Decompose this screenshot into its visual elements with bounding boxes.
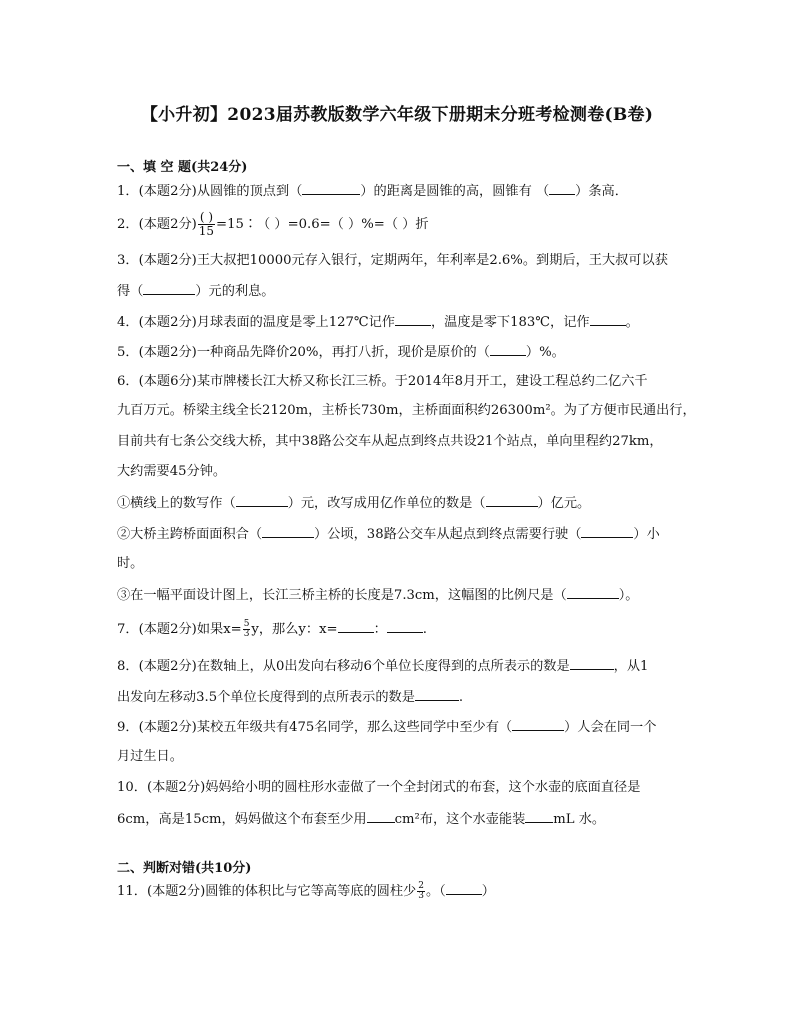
answer-blank[interactable] (262, 525, 314, 538)
answer-blank[interactable] (549, 182, 575, 195)
answer-blank[interactable] (302, 182, 360, 195)
question-2: 2．(本题2分) $\frac{( )}{15}$ =15∶（ ）=0.6=（ ）%=（ ）折 (117, 210, 429, 238)
answer-blank[interactable] (415, 688, 459, 701)
question-9-line-1: 9．(本题2分)某校五年级共有475名同学，那么这些同学中至少有（ ）人会在同一个 (117, 720, 657, 735)
answer-blank[interactable] (338, 620, 374, 633)
exam-title: 【小升初】2023届苏教版数学六年级下册期末分班考检测卷(B卷) (140, 105, 654, 125)
question-10-line-2: 6cm，高是15cm，妈妈做这个布套至少用 cm²布，这个水壶能装 mL 水。 (117, 812, 606, 827)
question-3-line-2: 得（ ）元的利息。 (117, 284, 275, 299)
question-3-line-1: 3．(本题2分)王大叔把10000元存入银行，定期两年，年利率是2.6%。到期后，王大叔可以获 (117, 253, 668, 268)
question-6-line-2: 九百万元。桥梁主线全长2120m，主桥长730m，主桥面面积约26300m²。为了方便市民通出行， (117, 403, 696, 418)
answer-blank[interactable] (512, 718, 564, 731)
question-11: 11．(本题2分)圆锥的体积比与它等高等底的圆柱少 $\frac{2}{3}$ 。（ ） (117, 881, 495, 901)
answer-blank[interactable] (387, 620, 423, 633)
fraction: $\frac{5}{3}$ (243, 619, 250, 639)
question-9-line-2: 月过生日。 (117, 749, 183, 764)
question-4: 4．(本题2分)月球表面的温度是零上127℃记作 ，温度是零下183℃，记作 。 (117, 315, 639, 330)
question-8-line-1: 8．(本题2分)在数轴上，从0出发向右移动6个单位长度得到的点所表示的数是 ，从1 (117, 659, 649, 674)
question-5: 5．(本题2分)一种商品先降价20%，再打八折，现价是原价的（ ）%。 (117, 345, 565, 360)
question-6-sub-2: ②大桥主跨桥面面积合（ ）公顷，38路公交车从起点到终点需要行驶（ ）小 (117, 527, 660, 542)
answer-blank[interactable] (570, 657, 614, 670)
question-6-sub-3: ③在一幅平面设计图上，长江三桥主桥的长度是7.3cm，这幅图的比例尺是（ ）。 (117, 588, 639, 603)
question-7: 7．(本题2分)如果x= $\frac{5}{3}$ y，那么y：x= ： . (117, 619, 427, 639)
question-10-line-1: 10．(本题2分)妈妈给小明的圆柱形水壶做了一个全封闭式的布套，这个水壶的底面直径是 (117, 780, 641, 795)
answer-blank[interactable] (590, 313, 626, 326)
question-6-line-3: 目前共有七条公交线大桥，其中38路公交车从起点到终点共设21个站点，单向里程约27km， (117, 434, 663, 449)
question-1: 1．(本题2分)从圆锥的顶点到（ ）的距离是圆锥的高，圆锥有 （ ）条高． (117, 184, 628, 199)
answer-blank[interactable] (525, 810, 553, 823)
section-1-heading: 一、填 空 题(共24分) (117, 160, 248, 175)
answer-blank[interactable] (395, 313, 431, 326)
answer-blank[interactable] (367, 810, 395, 823)
question-6-sub-2-cont: 时。 (117, 556, 144, 571)
answer-blank[interactable] (446, 882, 482, 895)
answer-blank[interactable] (490, 343, 526, 356)
fraction: $\frac{( )}{15}$ (198, 210, 215, 238)
answer-blank[interactable] (236, 494, 288, 507)
answer-blank[interactable] (486, 494, 538, 507)
question-6-sub-1: ①横线上的数写作（ ）元，改写成用亿作单位的数是（ ）亿元。 (117, 496, 591, 511)
fraction: $\frac{2}{3}$ (418, 881, 424, 901)
answer-blank[interactable] (143, 282, 195, 295)
section-2-heading: 二、判断对错(共10分) (117, 861, 252, 876)
question-6-line-1: 6．(本题6分)某市牌楼长江大桥又称长江三桥。于2014年8月开工，建设工程总约二亿六千 (117, 374, 648, 389)
answer-blank[interactable] (581, 525, 633, 538)
question-6-line-4: 大约需要45分钟。 (117, 464, 227, 479)
answer-blank[interactable] (567, 586, 619, 599)
question-8-line-2: 出发向左移动3.5个单位长度得到的点所表示的数是 . (117, 690, 464, 705)
